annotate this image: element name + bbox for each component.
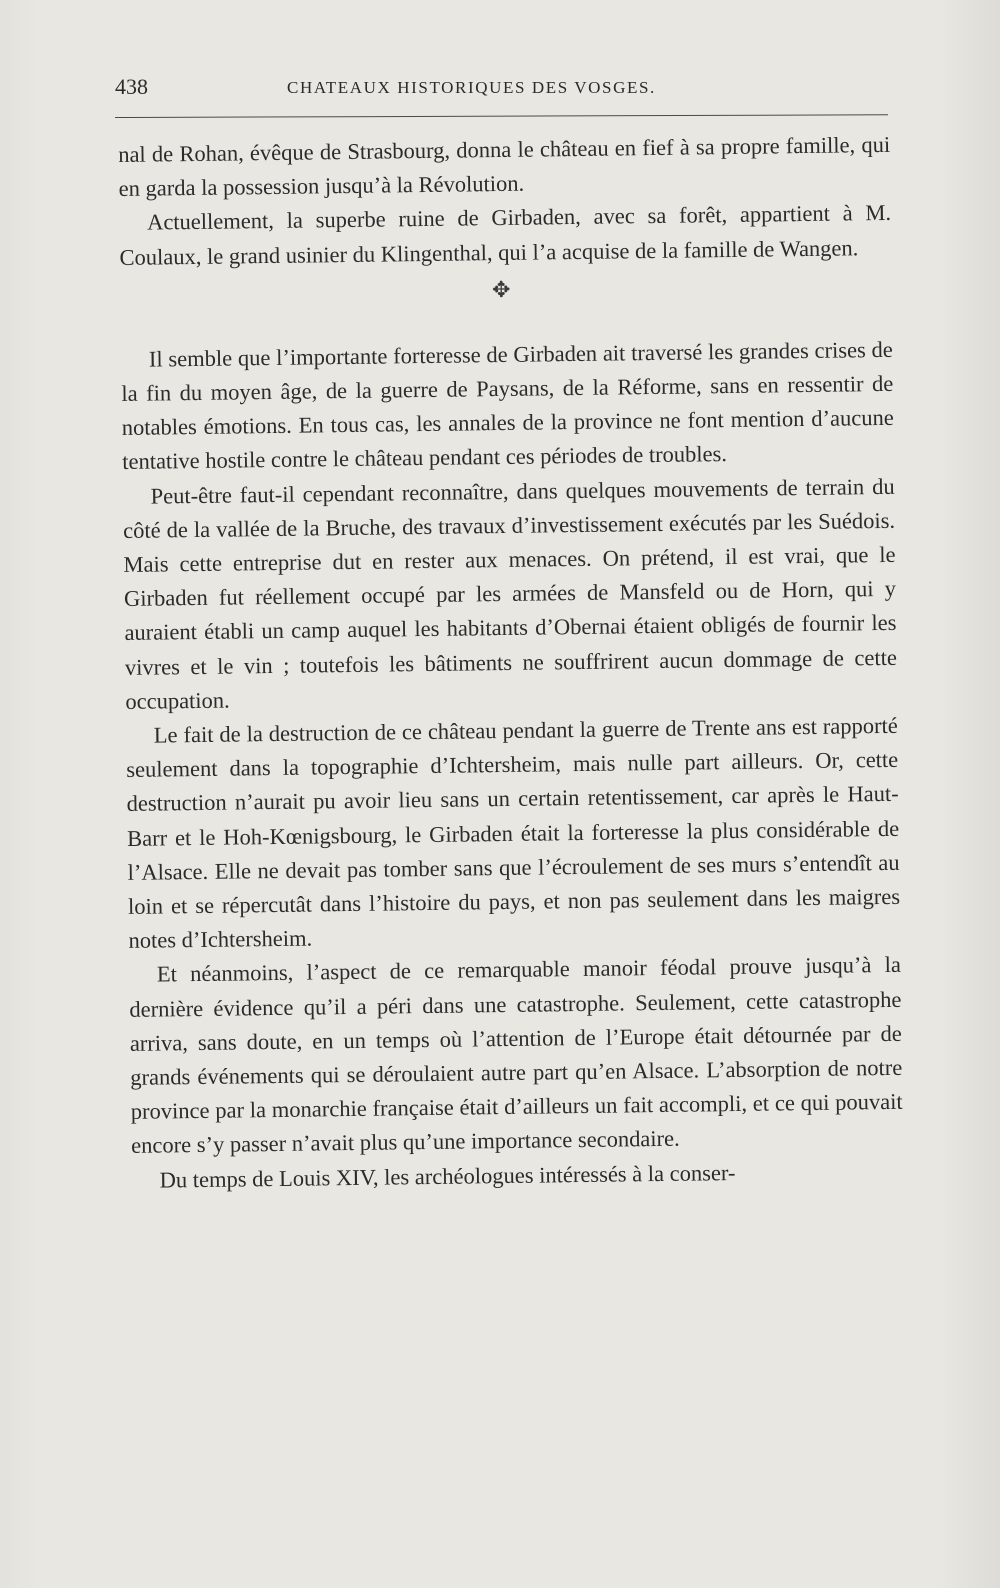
paragraph: Peut-être faut-il cependant reconnaître, dans quelques mouvements de terrain du côté de la vallée de la Bruche, des travaux d’investissement exécutés par les Suédois. Mais cette entreprise dut en rester aux menaces. On prétend, il est vrai, que le Girbaden fut réellement occupé par les armées de Mansfeld ou de Horn, qui y auraient établi un camp auquel les habitants d’Obernai étaient obligés de fournir les vivres et le vin ; toutefois les bâtiments ne souffrirent aucun dommage de cette occupation. bbox=[122, 473, 898, 714]
paragraph: Le fait de la destruction de ce château pendant la guerre de Trente ans est rapporté seulement dans la topographie d’Ichtersheim, mais nulle part ailleurs. Or, cette destruction n’aurait pu avoir lieu sans un certain retentissement, car après le Haut-Barr et le Hoh-Kœnigsbourg, le Girbaden était la forteresse la plus considérable de l’Alsace. Elle ne devait pas tomber sans que l’écroulement de ses murs s’entendît au loin et se répercutât dans l’histoire du pays, et non pas seulement dans les maigres notes d’Ichtersheim. bbox=[126, 712, 901, 954]
page-number: 438 bbox=[115, 74, 148, 99]
paragraph: Et néanmoins, l’aspect de ce remarquable manoir féodal prouve jusqu’à la dernière évidence qu’il a péri dans une catastrophe. Seulement, cette catastrophe arriva, sans doute, en un temps où l’attention de l’Europe était détournée par de grands événements qui se déroulaient autre part qu’en Alsace. L’absorption de notre province par la monarchie française était d’ailleurs un fait accompli, et ce qui pouvait encore s’y passer n’avait plus qu’une importance secondaire. bbox=[129, 952, 903, 1159]
fleuron-ornament-icon: ✥ bbox=[491, 277, 511, 303]
page-header bbox=[115, 68, 890, 108]
paragraph: Actuellement, la superbe ruine de Girbaden, avec sa forêt, appartient à M. Coulaux, le grand usinier du Klingenthal, qui l’a acquise de la famille de Wangen. bbox=[119, 200, 892, 270]
body-text bbox=[118, 128, 904, 1198]
paragraph: Du temps de Louis XIV, les archéologues intéressés à la conser- bbox=[159, 1159, 736, 1193]
paragraph: Il semble que l’importante forteresse de Girbaden ait traversé les grandes crises de la fin du moyen âge, de la guerre de Paysans, de la Réforme, sans en ressentir de notables émotions. En tous cas, les annales de la province ne font mention d’aucune tentative hostile contre le château pendant ces périodes de troubles. bbox=[121, 336, 894, 475]
section-ornament bbox=[120, 265, 893, 343]
header-rule bbox=[115, 114, 888, 118]
paragraph-continuation: nal de Rohan, évêque de Strasbourg, donna le château en fief à sa propre famille, qui en garda la possession jusqu’à la Révolution. bbox=[118, 131, 891, 202]
running-head: CHATEAUX HISTORIQUES DES VOSGES. bbox=[287, 78, 656, 97]
